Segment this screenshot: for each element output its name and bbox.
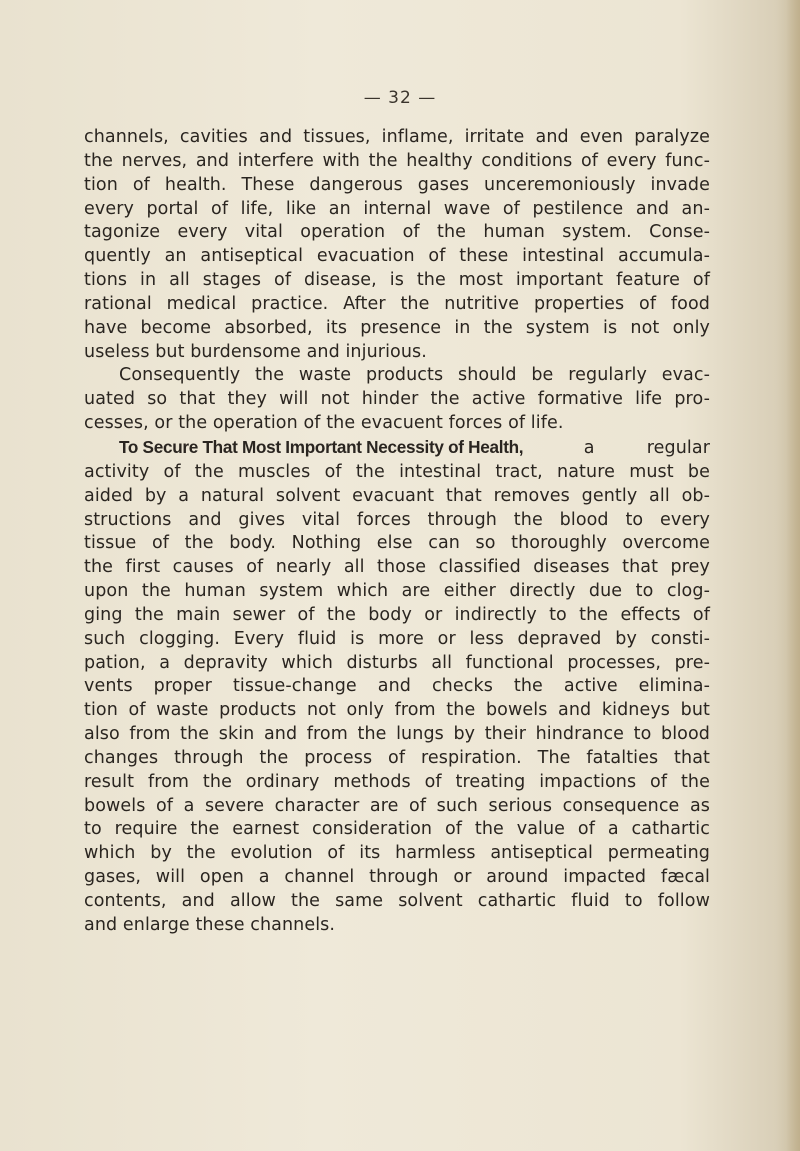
text-line: tagonize every vital operation of the human system. Conse-: [84, 222, 710, 243]
heading-line: [84, 436, 710, 461]
text-line: structions and gives vital forces through the blood to every: [84, 509, 710, 530]
text-line: tions in all stages of disease, is the most important feature of: [84, 270, 710, 291]
text-line: result from the ordinary methods of treating impactions of the: [84, 771, 710, 792]
text-line: tissue of the body. Nothing else can so thoroughly overcome: [84, 533, 710, 554]
text-line: and enlarge these channels.: [84, 914, 336, 935]
text-line: the nerves, and interfere with the healthy conditions of every func-: [84, 150, 710, 171]
text-line: uated so that they will not hinder the active formative life pro-: [84, 389, 710, 410]
text-line: to require the earnest consideration of the value of a cathartic: [84, 819, 710, 840]
body-text: [84, 126, 710, 938]
text-line: tion of health. These dangerous gases unceremoniously invade: [84, 174, 710, 195]
text-line: which by the evolution of its harmless antiseptical permeating: [84, 843, 710, 864]
text-line: useless but burdensome and injurious.: [84, 341, 427, 362]
text-line: bowels of a severe character are of such serious consequence as: [84, 795, 710, 816]
text-line: tion of waste products not only from the bowels and kidneys but: [84, 700, 710, 721]
text-line: every portal of life, like an internal wave of pestilence and an-: [84, 198, 710, 219]
text-line: quently an antiseptical evacuation of these intestinal accumula-: [84, 246, 710, 267]
text-line: aided by a natural solvent evacuant that removes gently all ob-: [84, 485, 710, 506]
section-heading: To Secure That Most Important Necessity of Health,: [119, 436, 524, 457]
text-line: such clogging. Every fluid is more or less depraved by consti-: [84, 628, 710, 649]
text-line: vents proper tissue-change and checks the active elimina-: [84, 676, 710, 697]
text-line: also from the skin and from the lungs by their hindrance to blood: [84, 724, 710, 745]
text-line: upon the human system which are either directly due to clog-: [84, 581, 710, 602]
text-line: ging the main sewer of the body or indirectly to the effects of: [84, 604, 710, 625]
text-line: Consequently the waste products should be regularly evac-: [119, 365, 710, 386]
text-line: the first causes of nearly all those classified diseases that prey: [84, 557, 710, 578]
text-line: rational medical practice. After the nutritive properties of food: [84, 293, 710, 314]
text-line: channels, cavities and tissues, inflame, irritate and even paralyze: [84, 127, 710, 147]
text-line: pation, a depravity which disturbs all functional processes, pre-: [84, 652, 710, 673]
text-line: cesses, or the operation of the evacuent forces of life.: [84, 413, 564, 434]
page-edge-shadow: [786, 0, 800, 1151]
text-line: gases, will open a channel through or around impacted fæcal: [84, 867, 710, 888]
text-line: changes through the process of respiration. The fatalties that: [84, 747, 710, 768]
text-line: contents, and allow the same solvent cathartic fluid to follow: [84, 891, 710, 911]
heading-continuation: a regular: [583, 437, 710, 458]
text-line: activity of the muscles of the intestinal tract, nature must be: [84, 461, 710, 482]
page-number: — 32 —: [363, 88, 437, 108]
text-line: have become absorbed, its presence in the system is not only: [84, 317, 710, 338]
